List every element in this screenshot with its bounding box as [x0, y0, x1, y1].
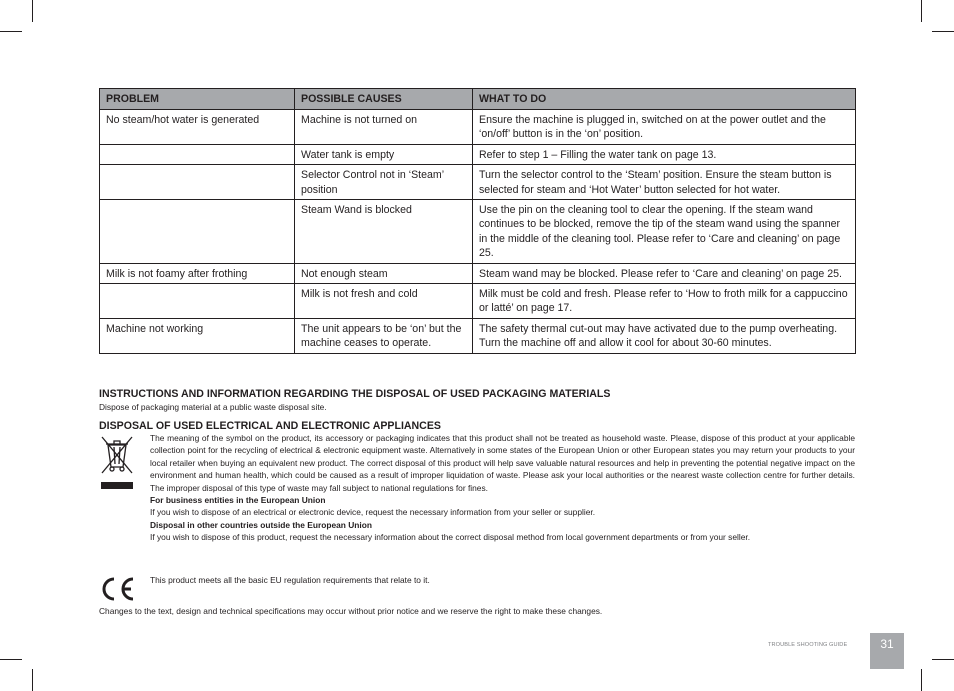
packaging-heading: INSTRUCTIONS AND INFORMATION REGARDING THE DISPOSAL OF USED PACKAGING MATERIALS — [99, 388, 611, 400]
ce-mark-icon — [98, 576, 136, 602]
table-row — [100, 144, 856, 164]
crop-mark — [932, 659, 954, 660]
cause-cell: The unit appears to be ‘on’ but the machine ceases to operate. — [295, 318, 473, 353]
problem-cell: Machine not working — [100, 318, 295, 353]
cause-cell: Selector Control not in ‘Steam’ position — [295, 165, 473, 200]
table-row — [100, 200, 856, 264]
column-header-problem: PROBLEM — [100, 89, 295, 110]
outside-eu-text: If you wish to dispose of this product, request the necessary information about the correct disposal method from local government departments or from your seller. — [150, 532, 751, 543]
table-row — [100, 263, 856, 283]
crossed-bin-icon — [99, 433, 135, 491]
packaging-text: Dispose of packaging material at a public waste disposal site. — [99, 402, 327, 412]
cause-cell: Not enough steam — [295, 263, 473, 283]
column-header-causes: POSSIBLE CAUSES — [295, 89, 473, 110]
problem-cell: No steam/hot water is generated — [100, 110, 295, 145]
solution-cell: The safety thermal cut-out may have activated due to the pump overheating. Turn the machine off and allow it cool for about 30-60 minutes. — [473, 318, 856, 353]
outside-eu-heading: Disposal in other countries outside the European Union — [150, 519, 372, 530]
table-row — [100, 110, 856, 145]
troubleshooting-table — [99, 88, 856, 354]
solution-cell: Refer to step 1 – Filling the water tank on page 13. — [473, 144, 856, 164]
column-header-what-to-do: WHAT TO DO — [473, 89, 856, 110]
crop-mark — [32, 669, 33, 691]
crop-mark — [921, 669, 922, 691]
table-row — [100, 318, 856, 353]
crop-mark — [0, 31, 22, 32]
crop-mark — [0, 659, 22, 660]
section-label: TROUBLE SHOOTING GUIDE — [768, 642, 848, 648]
solution-cell: Milk must be cold and fresh. Please refer to ‘How to froth milk for a cappuccino or latté’ on page 17. — [473, 284, 856, 319]
solution-cell: Ensure the machine is plugged in, switched on at the power outlet and the ‘on/off’ button is in the ‘on’ position. — [473, 110, 856, 145]
weee-text-block — [150, 432, 855, 544]
problem-cell: Milk is not foamy after frothing — [100, 263, 295, 283]
problem-cell — [100, 165, 295, 200]
table-row — [100, 284, 856, 319]
problem-cell — [100, 200, 295, 264]
ce-text: This product meets all the basic EU regulation requirements that relate to it. — [150, 575, 430, 585]
business-heading: For business entities in the European Union — [150, 495, 326, 506]
problem-cell — [100, 144, 295, 164]
solution-cell: Turn the selector control to the ‘Steam’ position. Ensure the steam button is selected for steam and ‘Hot Water’ button selected for hot water. — [473, 165, 856, 200]
crop-mark — [921, 0, 922, 22]
solution-cell: Steam wand may be blocked. Please refer to ‘Care and cleaning’ on page 25. — [473, 263, 856, 283]
cause-cell: Water tank is empty — [295, 144, 473, 164]
cause-cell: Machine is not turned on — [295, 110, 473, 145]
crop-mark — [932, 31, 954, 32]
cause-cell: Milk is not fresh and cold — [295, 284, 473, 319]
cause-cell: Steam Wand is blocked — [295, 200, 473, 264]
table-row — [100, 165, 856, 200]
page-number: 31 — [870, 633, 904, 669]
table-header-row — [100, 89, 856, 110]
crop-mark — [32, 0, 33, 22]
changes-notice: Changes to the text, design and technical specifications may occur without prior notice and we reserve the right to make these changes. — [99, 606, 603, 616]
business-text: If you wish to dispose of an electrical or electronic device, request the necessary information from your seller or supplier. — [150, 507, 596, 518]
solution-cell: Use the pin on the cleaning tool to clear the opening. If the steam wand continues to be blocked, remove the tip of the steam wand using the spanner in the middle of the cleaning tool. Please refer to ‘Care and cleaning’ on page 25. — [473, 200, 856, 264]
weee-heading: DISPOSAL OF USED ELECTRICAL AND ELECTRONIC APPLIANCES — [99, 420, 441, 432]
weee-paragraph: The meaning of the symbol on the product, its accessory or packaging indicates that this product shall not be treated as household waste. Please, dispose of this product at your applicable collection point for the recycling of electrical & electronic equipment waste. Alternatively in some states of the European Union or other European states you may return your products to your local retailer when buying an equivalent new product. The correct disposal of this product will help save valuable natural resources and help in preventing the potential negative impact on the environment and human health, which could be caused as a result of improper liquidation of waste. Please ask your local authorities or the nearest waste collection centre for further details. The improper disposal of this type of waste may fall subject to national regulations for fines. — [150, 433, 855, 493]
problem-cell — [100, 284, 295, 319]
